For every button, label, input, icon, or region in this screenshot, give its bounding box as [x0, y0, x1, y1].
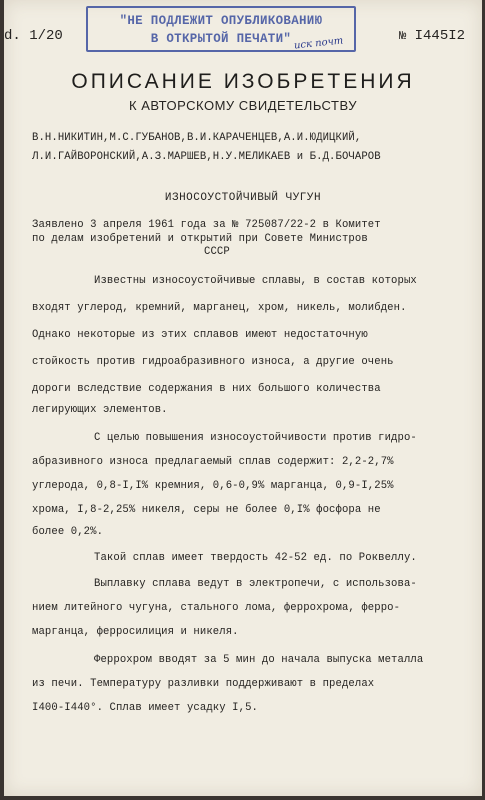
p1-line-4: стойкость против гидроабразивного износа, а другие очень [32, 356, 394, 368]
authors-line-2: Л.И.ГАЙВОРОНСКИЙ,А.З.МАРШЕВ,Н.У.МЕЛИКАЕВ и Б.Д.БОЧАРОВ [32, 151, 381, 163]
p2-line-5: более 0,2%. [32, 526, 104, 538]
p4-line-3: марганца, ферросилиция и никеля. [32, 626, 239, 638]
document-page [4, 0, 482, 796]
number-sign: № [399, 29, 407, 43]
p2-line-1: С целью повышения износоустойчивости против гидро- [94, 432, 417, 444]
p2-line-3: углерода, 0,8-I,I% кремния, 0,6-0,9% марганца, 0,9-I,25% [32, 480, 394, 492]
stamp-line-1: "НЕ ПОДЛЕЖИТ ОПУБЛИКОВАНИЮ [119, 14, 323, 28]
p1-line-5: дороги вследствие содержания в них большого количества [32, 383, 381, 395]
authors-line-1: В.Н.НИКИТИН,М.С.ГУБАНОВ,В.И.КАРАЧЕНЦЕВ,А.И.ЮДИЦКИЙ, [32, 132, 362, 144]
document-subtitle: К АВТОРСКОМУ СВИДЕТЕЛЬСТВУ [129, 98, 357, 113]
p1-line-3: Однако некоторые из этих сплавов имеют недостаточную [32, 329, 368, 341]
stamp-line-2: В ОТКРЫТОЙ ПЕЧАТИ" [150, 32, 292, 46]
corner-number: d. 1/20 [4, 28, 63, 44]
declared-line-1: Заявлено 3 апреля 1961 года за № 725087/22-2 в Комитет [32, 219, 381, 231]
p2-line-4: хрома, I,8-2,25% никеля, серы не более 0,I% фосфора не [32, 504, 381, 516]
p1-line-2: входят углерод, кремний, марганец, хром, никель, молибден. [32, 302, 407, 314]
p2-line-2: абразивного износа предлагаемый сплав содержит: 2,2-2,7% [32, 456, 394, 468]
document-number-value: I445I2 [414, 28, 466, 44]
p1-line-6: легирующих элементов. [32, 404, 168, 416]
p5-line-2: из печи. Температуру разливки поддерживают в пределах [32, 678, 375, 690]
document-number [399, 28, 465, 44]
p5-line-3: I400-I440°. Сплав имеет усадку I,5. [32, 702, 259, 714]
p4-line-2: нием литейного чугуна, стального лома, феррохрома, ферро- [32, 602, 401, 614]
p3-line-1: Такой сплав имеет твердость 42-52 ед. по Роквеллу. [94, 552, 417, 564]
p4-line-1: Выплавку сплава ведут в электропечи, с использова- [94, 578, 417, 590]
invention-heading: ИЗНОСОУСТОЙЧИВЫЙ ЧУГУН [164, 192, 322, 204]
document-title: ОПИСАНИЕ ИЗОБРЕТЕНИЯ [71, 70, 415, 93]
declared-line-3: СССР [204, 246, 230, 258]
declared-line-2: по делам изобретений и открытий при Совете Министров [32, 233, 368, 245]
stamp-signature: иск почт [293, 35, 344, 52]
p5-line-1: Феррохром вводят за 5 мин до начала выпуска металла [94, 654, 424, 666]
p1-line-1: Известны износоустойчивые сплавы, в состав которых [94, 275, 417, 287]
